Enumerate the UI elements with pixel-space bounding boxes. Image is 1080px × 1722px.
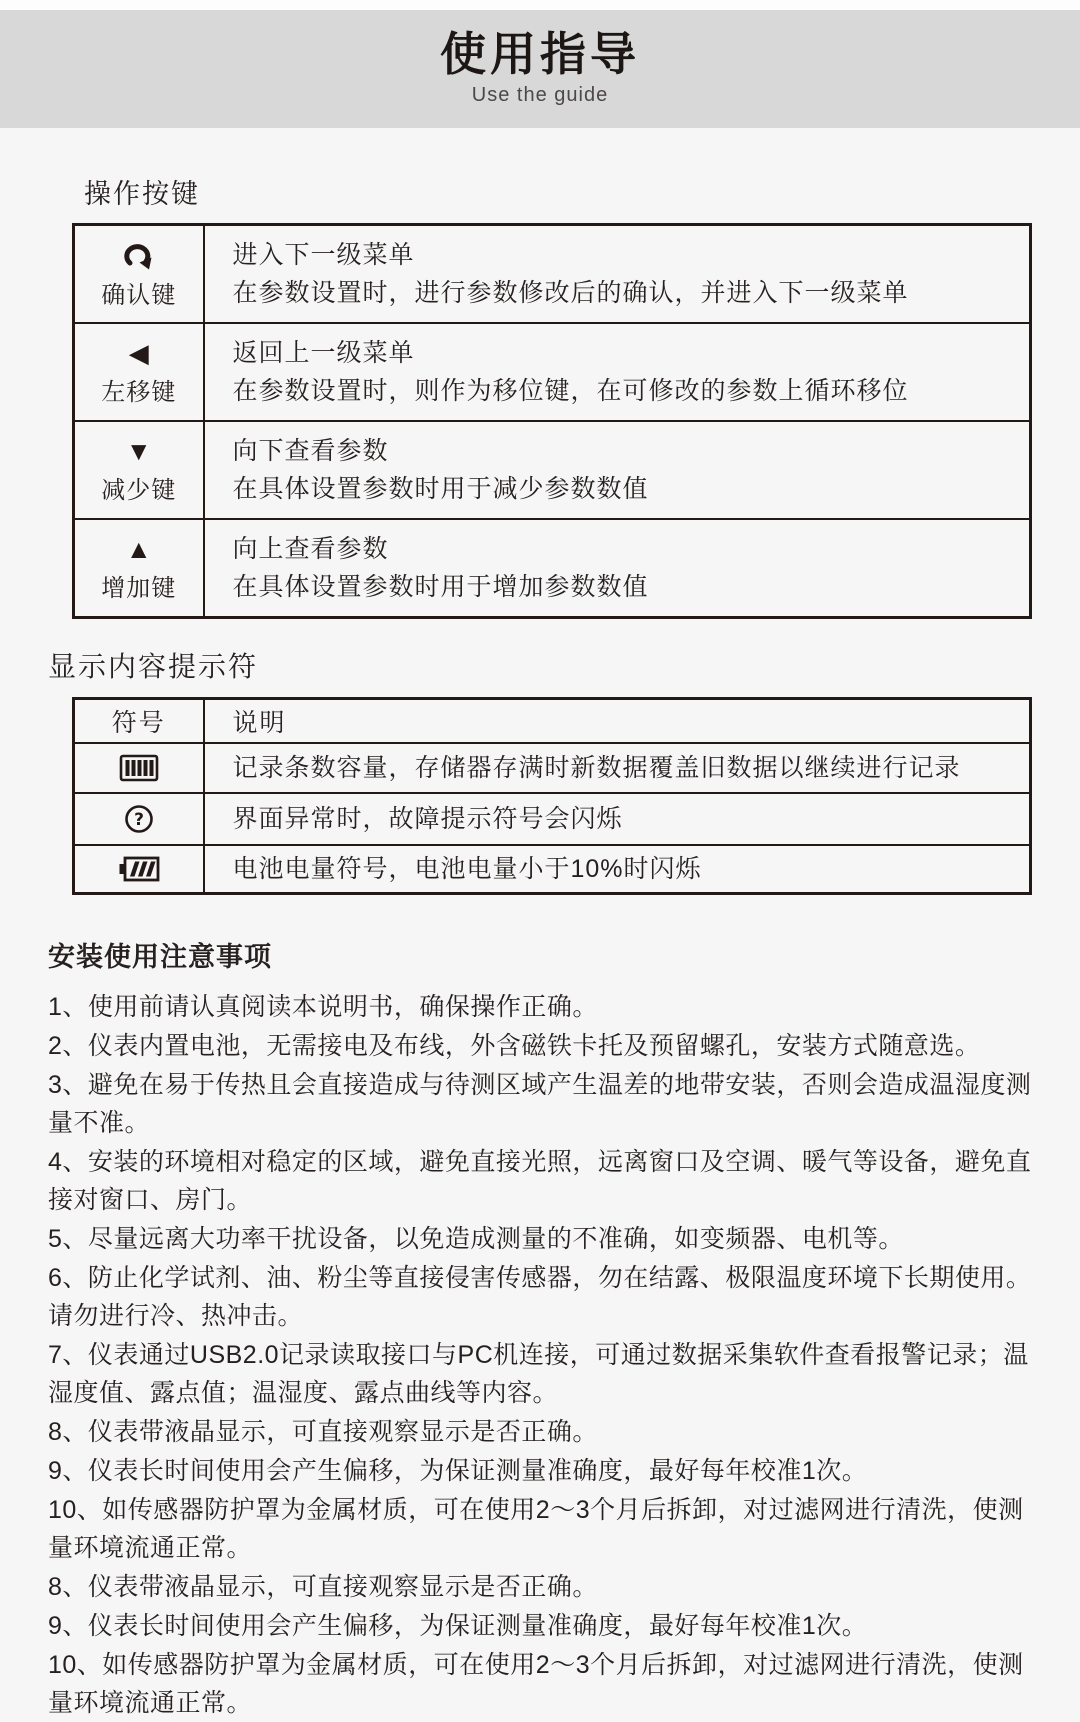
symbol-description: 电池电量符号，电池电量小于10%时闪烁 — [204, 845, 1031, 894]
key-desc-line1: 向下查看参数 — [232, 437, 389, 465]
list-item: 8、仪表带液晶显示，可直接观察显示是否正确。 — [48, 1572, 598, 1601]
battery-icon — [118, 860, 160, 877]
key-desc-line1: 向上查看参数 — [232, 535, 389, 563]
list-item: 10、如传感器防护罩为金属材质，可在使用2～3个月后拆卸，对过滤网进行清洗，使测量环境流通正常。 — [48, 1495, 1024, 1562]
key-symbol-cell — [74, 421, 204, 519]
section-title-display-symbols: 显示内容提示符 — [48, 651, 259, 682]
key-description-cell — [204, 421, 1031, 519]
list-item: 5、尽量远离大功率干扰设备，以免造成测量的不准确，如变频器、电机等。 — [48, 1224, 904, 1253]
key-symbol-cell — [74, 519, 204, 618]
list-item: 1、使用前请认真阅读本说明书，确保操作正确。 — [48, 992, 598, 1021]
table-row — [74, 323, 1031, 421]
svg-text:?: ? — [133, 809, 144, 830]
display-symbols-table — [72, 697, 1032, 895]
list-item: 10、如传感器防护罩为金属材质，可在使用2～3个月后拆卸，对过滤网进行清洗，使测量环境流通正常。 — [48, 1650, 1024, 1717]
symbol-column-header: 符号 — [74, 699, 204, 743]
top-margin-strip — [0, 0, 1080, 10]
key-label: 左移键 — [101, 378, 177, 406]
question-mark-icon — [124, 809, 154, 830]
table-header-row — [74, 699, 1031, 743]
section-title-precautions: 安装使用注意事项 — [48, 941, 272, 972]
symbol-description: 界面异常时，故障提示符号会闪烁 — [204, 793, 1031, 845]
key-symbol-cell — [74, 323, 204, 421]
table-row — [74, 421, 1031, 519]
key-description-cell — [204, 323, 1031, 421]
key-desc-line2: 在具体设置参数时用于减少参数数值 — [232, 475, 649, 503]
list-item: 7、仪表通过USB2.0记录读取接口与PC机连接，可通过数据采集软件查看报警记录；温湿度值、露点值；温湿度、露点曲线等内容。 — [48, 1340, 1029, 1407]
key-desc-line2: 在参数设置时，则作为移位键，在可修改的参数上循环移位 — [232, 377, 909, 405]
key-label: 减少键 — [101, 476, 177, 504]
list-item: 3、避免在易于传热且会直接造成与待测区域产生温差的地带安装，否则会造成温湿度测量不准。 — [48, 1070, 1032, 1137]
key-description-cell — [204, 225, 1031, 324]
key-desc-line2: 在参数设置时，进行参数修改后的确认，并进入下一级菜单 — [232, 279, 909, 307]
list-item: 9、仪表长时间使用会产生偏移，为保证测量准确度，最好每年校准1次。 — [48, 1611, 868, 1640]
up-triangle-icon: ▲ — [125, 533, 152, 564]
left-triangle-icon: ◀ — [128, 337, 149, 368]
table-row — [74, 793, 1031, 845]
list-item: 8、仪表带液晶显示，可直接观察显示是否正确。 — [48, 1417, 598, 1446]
list-item: 9、仪表长时间使用会产生偏移，为保证测量准确度，最好每年校准1次。 — [48, 1456, 868, 1485]
list-item: 2、仪表内置电池，无需接电及布线，外含磁铁卡托及预留螺孔，安装方式随意选。 — [48, 1031, 981, 1060]
precautions-list — [48, 988, 1032, 1722]
list-item: 6、防止化学试剂、油、粉尘等直接侵害传感器，勿在结露、极限温度环境下长期使用。请勿进行冷、热冲击。 — [48, 1263, 1032, 1330]
symbol-cell — [74, 845, 204, 894]
key-desc-line1: 返回上一级菜单 — [232, 339, 415, 367]
key-label: 确认键 — [101, 281, 177, 309]
table-row — [74, 519, 1031, 618]
key-symbol-cell — [74, 225, 204, 324]
table-row — [74, 743, 1031, 793]
down-triangle-icon: ▼ — [125, 435, 152, 466]
table-row — [74, 845, 1031, 894]
key-desc-line1: 进入下一级菜单 — [232, 241, 415, 269]
symbol-cell — [74, 743, 204, 793]
symbol-cell — [74, 793, 204, 845]
list-item: 4、安装的环境相对稳定的区域，避免直接光照，远离窗口及空调、暖气等设备，避免直接对窗口、房门。 — [48, 1147, 1032, 1214]
page-subtitle: Use the guide — [471, 84, 609, 106]
table-row — [74, 225, 1031, 324]
page-header — [0, 10, 1080, 128]
key-desc-line2: 在具体设置参数时用于增加参数数值 — [232, 573, 649, 601]
key-description-cell — [204, 519, 1031, 618]
operation-keys-table — [72, 223, 1032, 619]
memory-capacity-icon — [119, 759, 159, 776]
key-label: 增加键 — [101, 574, 177, 602]
loop-arrow-icon — [79, 238, 199, 270]
page-title: 使用指导 — [440, 28, 640, 80]
description-column-header: 说明 — [204, 699, 1031, 743]
section-title-operation-keys: 操作按键 — [84, 179, 200, 209]
symbol-description: 记录条数容量，存储器存满时新数据覆盖旧数据以继续进行记录 — [204, 743, 1031, 793]
page-content — [0, 172, 1080, 1722]
